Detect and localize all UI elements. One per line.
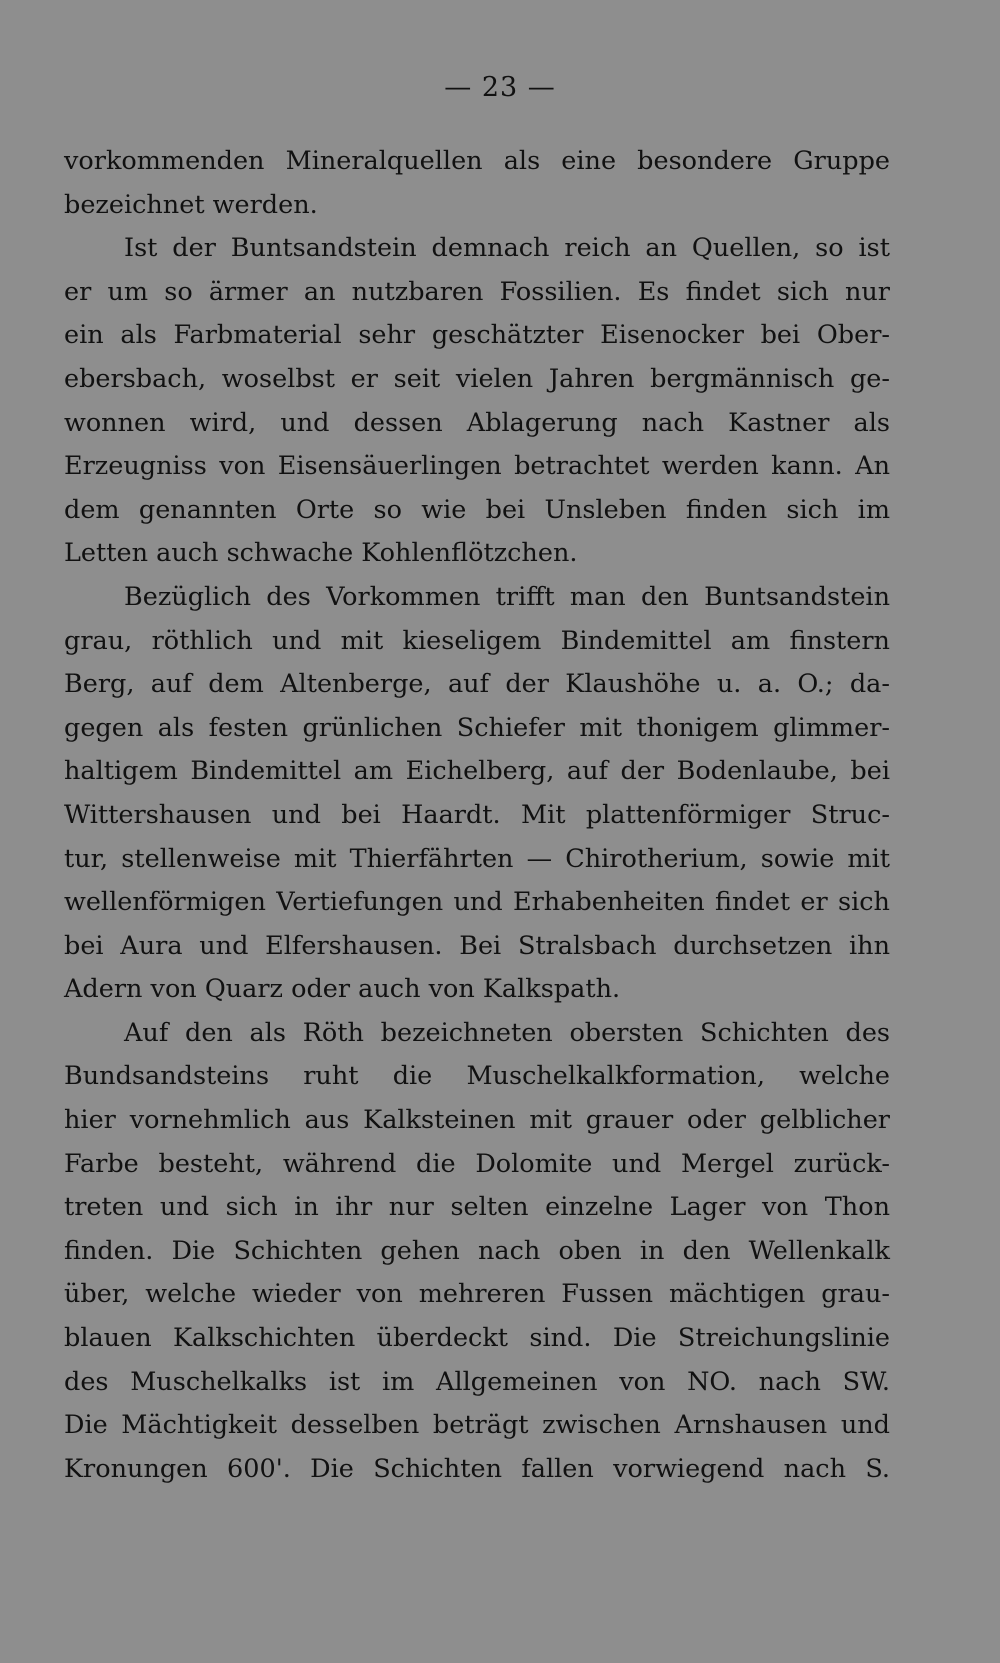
text-line: dem genannten Orte so wie bei Unsleben finden sich im (64, 494, 890, 525)
text-line: blauen Kalkschichten überdeckt sind. Die Streichungslinie (64, 1323, 890, 1354)
text-line: Berg, auf dem Altenberge, auf der Klaushöhe u. a. O.; da- (64, 669, 890, 700)
text-line: er um so ärmer an nutzbaren Fossilien. Es findet sich nur (64, 276, 890, 307)
text-line: Erzeugniss von Eisensäuerlingen betrachtet werden kann. An (64, 451, 890, 482)
text-line: Auf den als Röth bezeichneten obersten Schichten des (124, 1017, 890, 1048)
text-line: Farbe besteht, während die Dolomite und Mergel zurück- (64, 1148, 890, 1179)
text-line: Bundsandsteins ruht die Muschelkalkformation, welche (64, 1061, 890, 1092)
text-line: Die Mächtigkeit desselben beträgt zwischen Arnshausen und (64, 1410, 890, 1441)
text-line: wonnen wird, und dessen Ablagerung nach Kastner als (64, 407, 890, 438)
text-line: hier vornehmlich aus Kalksteinen mit grauer oder gelblicher (64, 1105, 890, 1136)
text-line: ebersbach, woselbst er seit vielen Jahren bergmännisch ge- (64, 363, 890, 394)
text-line: Ist der Buntsandstein demnach reich an Quellen, so ist (124, 233, 890, 264)
text-line: grau, röthlich und mit kieseligem Bindemittel am finstern (64, 625, 890, 656)
text-line: ein als Farbmaterial sehr geschätzter Eisenocker bei Ober- (64, 320, 890, 351)
text-line: Letten auch schwache Kohlenflötzchen. (64, 538, 578, 569)
text-line: über, welche wieder von mehreren Fussen mächtigen grau- (64, 1279, 890, 1310)
text-line: Adern von Quarz oder auch von Kalkspath. (64, 974, 621, 1005)
text-line: tur, stellenweise mit Thierfährten — Chirotherium, sowie mit (64, 843, 890, 874)
text-line: haltigem Bindemittel am Eichelberg, auf der Bodenlaube, bei (64, 756, 890, 787)
text-line: Kronungen 600'. Die Schichten fallen vorwiegend nach S. (64, 1453, 890, 1484)
body-text (64, 140, 890, 1491)
page-number: — 23 — (444, 72, 556, 103)
text-line: Bezüglich des Vorkommen trifft man den Buntsandstein (124, 581, 890, 612)
text-line: bei Aura und Elfershausen. Bei Stralsbach durchsetzen ihn (64, 930, 890, 961)
text-line: des Muschelkalks ist im Allgemeinen von NO. nach SW. (64, 1366, 890, 1397)
text-line: treten und sich in ihr nur selten einzelne Lager von Thon (64, 1192, 890, 1223)
text-line: Wittershausen und bei Haardt. Mit plattenförmiger Struc- (64, 799, 890, 830)
text-line: gegen als festen grünlichen Schiefer mit thonigem glimmer- (64, 712, 890, 743)
text-line: bezeichnet werden. (64, 189, 318, 220)
text-line: finden. Die Schichten gehen nach oben in den Wellenkalk (64, 1235, 890, 1266)
text-line: wellenförmigen Vertiefungen und Erhabenheiten findet er sich (64, 887, 890, 918)
text-line: vorkommenden Mineralquellen als eine besondere Gruppe (64, 146, 890, 176)
